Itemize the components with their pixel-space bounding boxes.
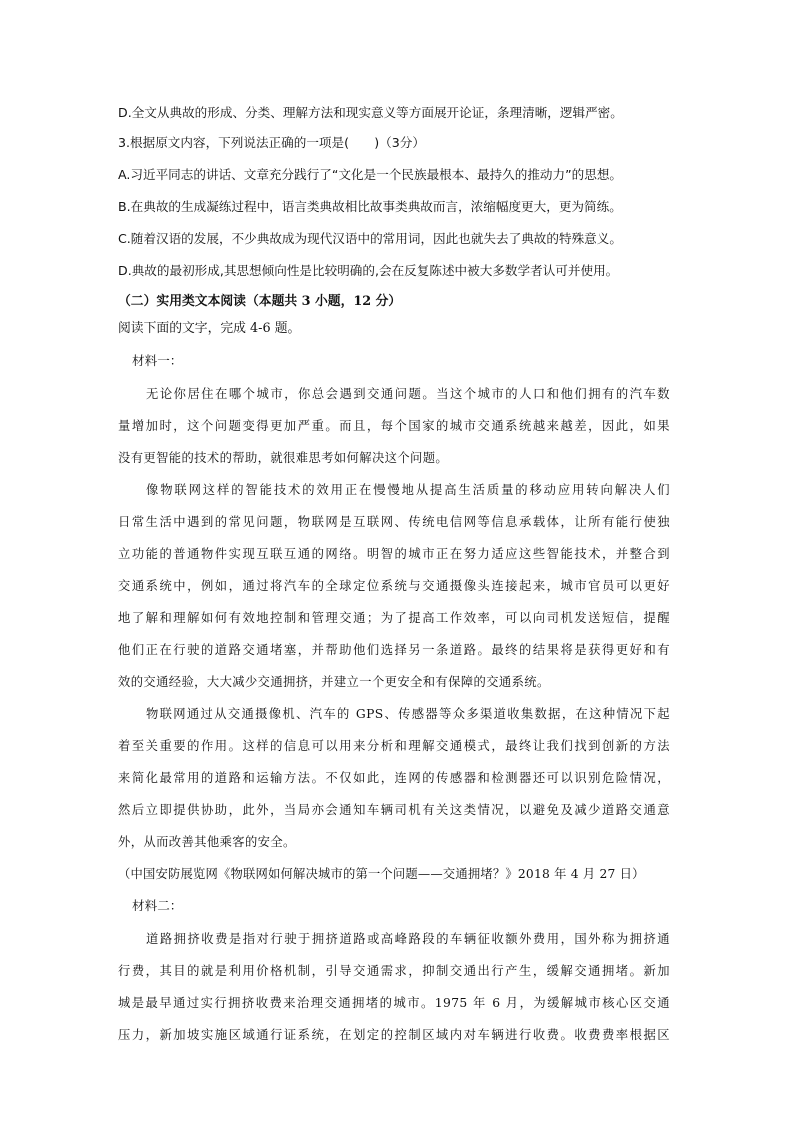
material-1-line: 他们正在行驶的道路交通堵塞，并帮助他们选择另一条道路。最终的结果将是获得更好和有 (118, 643, 670, 657)
material-1-line: 外，从而改善其他乘客的安全。 (118, 835, 296, 849)
material-1-line: 效的交通经验，大大减少交通拥挤，并建立一个更安全和有保障的交通系统。 (118, 675, 550, 689)
q3-option-d: D.典故的最初形成,其思想倾向性是比较明确的,会在反复陈述中被大多数学者认可并使用。 (118, 263, 619, 278)
material-1-line: 物联网通过从交通摄像机、汽车的 GPS、传感器等众多渠道收集数据，在这种情况下起 (146, 707, 670, 721)
material-1-label: 材料一： (132, 353, 183, 368)
material-1-line: 然后立即提供协助，此外，当局亦会通知车辆司机有关这类情况，以避免及减少道路交通意 (118, 803, 670, 817)
material-2-line: 道路拥挤收费是指对行驶于拥挤道路或高峰路段的车辆征收额外费用，国外称为拥挤通 (146, 932, 670, 946)
material-2-line: 压力，新加坡实施区域通行证系统，在划定的控制区域内对车辆进行收费。收费费率根据区 (118, 1028, 670, 1042)
material-2-line: 城是最早通过实行拥挤收费来治理交通拥堵的城市。1975 年 6 月，为缓解城市核心区交通 (118, 996, 670, 1010)
material-1-line: 着至关重要的作用。这样的信息可以用来分析和理解交通模式，最终让我们找到创新的方法 (118, 739, 670, 753)
material-1-line: 来简化最常用的道路和运输方法。不仅如此，连网的传感器和检测器还可以识别危险情况， (118, 771, 670, 785)
material-1-line: 量增加时，这个问题变得更加严重。而且，每个国家的城市交通系统越来越差，因此，如果 (118, 419, 670, 433)
material-1-source: （中国安防展览网《物联网如何解决城市的第一个问题——交通拥堵？》2018 年 4 月 27 日） (118, 867, 645, 881)
material-1-line: 地了解和理解如何有效地控制和管理交通；为了提高工作效率，可以向司机发送短信，提醒 (118, 611, 670, 625)
section-instruction: 阅读下面的文字，完成 4-6 题。 (118, 321, 301, 336)
q3-option-a: A.习近平同志的讲话、文章充分践行了“文化是一个民族最根本、最持久的推动力”的思想。 (118, 167, 623, 182)
material-2-line: 行费，其目的就是利用价格机制，引导交通需求，抑制交通出行产生，缓解交通拥堵。新加 (118, 964, 670, 978)
q3-option-c: C.随着汉语的发展，不少典故成为现代汉语中的常用词，因此也就失去了典故的特殊意义。 (118, 231, 622, 246)
material-1-line: 交通系统中，例如，通过将汽车的全球定位系统与交通摄像头连接起来，城市官员可以更好 (118, 579, 670, 593)
material-1-line: 日常生活中遇到的常见问题，物联网是互联网、传统电信网等信息承载体，让所有能行使独 (118, 515, 670, 529)
material-1-line: 立功能的普通物件实现互联互通的网络。明智的城市正在努力适应这些智能技术，并整合到 (118, 547, 670, 561)
material-2-label: 材料二： (132, 898, 183, 913)
material-1-line: 没有更智能的技术的帮助，就很难思考如何解决这个问题。 (118, 451, 449, 465)
q2-option-d: D.全文从典故的形成、分类、理解方法和现实意义等方面展开论证，条理清晰，逻辑严密。 (118, 105, 623, 120)
material-1-line: 像物联网这样的智能技术的效用正在慢慢地从提高生活质量的移动应用转向解决人们 (146, 483, 670, 497)
section-heading: （二）实用类文本阅读（本题共 3 小题，12 分） (118, 294, 402, 309)
q3-option-b: B.在典故的生成凝练过程中，语言类典故相比故事类典故而言，浓缩幅度更大，更为简练。 (118, 199, 622, 214)
material-1-line: 无论你居住在哪个城市，你总会遇到交通问题。当这个城市的人口和他们拥有的汽车数 (146, 387, 670, 401)
q3-stem: 3.根据原文内容，下列说法正确的一项是( )（3分） (118, 135, 425, 150)
